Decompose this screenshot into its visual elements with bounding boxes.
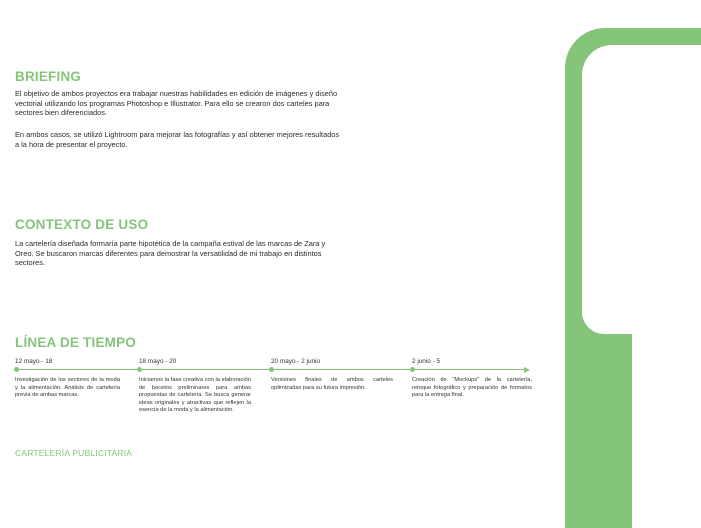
timeline-stage-4-description: Creación de "Mockups" de la cartelería, retoque fotográfico y preparación de formatos para la entrega final. bbox=[412, 377, 532, 399]
timeline bbox=[15, 356, 540, 436]
timeline-stage-1-description: Investigación de los sectores de la moda y la alimentación. Análisis de cartelería previa de ambas marcas. bbox=[15, 377, 120, 399]
context-paragraph: La cartelería diseñada formaría parte hipotética de la campaña estival de las marcas de Zara y Oreo. Se buscaron marcas diferentes para demostrar la versatilidad de mi trabajo en distintos sectores. bbox=[15, 239, 326, 268]
context-title: CONTEXTO DE USO bbox=[15, 217, 149, 232]
timeline-stage-2-description: Iniciamos la fase creativa con la elaboración de bocetos preliminares para ambas propuestas de cartelería. Se busca generar ideas originales y atractivas que reflejen la esencia de la moda y la alimentación. bbox=[139, 377, 251, 414]
timeline-stage-2-marker bbox=[137, 367, 142, 372]
timeline-stage-1-date: 12 mayo - 18 bbox=[15, 358, 53, 365]
timeline-stage-3-description: Versiones finales de ambos carteles optimizadas para su futura impresión. bbox=[271, 377, 393, 391]
timeline-stage-3-date: 20 mayo - 2 junio bbox=[271, 358, 321, 365]
timeline-arrow-head bbox=[524, 367, 530, 373]
briefing-paragraph-2: En ambos casos, se utilizó Lightroom para mejorar las fotografías y así obtener mejores resultados a la hora de presentar el proyecto. bbox=[15, 130, 340, 149]
footer-label: CARTELERÍA PUBLICITARIA bbox=[15, 448, 133, 458]
timeline-stage-4-date: 2 junio - 5 bbox=[412, 358, 441, 365]
decorative-frame-shape bbox=[565, 28, 701, 528]
timeline-stage-1-marker bbox=[14, 367, 19, 372]
timeline-stage-4-marker bbox=[410, 367, 415, 372]
timeline-stage-3-marker bbox=[269, 367, 274, 372]
briefing-paragraph-1: El objetivo de ambos proyectos era trabajar nuestras habilidades en edición de imágenes y diseño vectorial utilizando los programas Photoshop e Illustrator. Para ello se crearon dos carteles para sectores bien diferenciados. bbox=[15, 89, 338, 118]
timeline-stage-2-date: 18 mayo - 20 bbox=[139, 358, 177, 365]
timeline-title: LÍNEA DE TIEMPO bbox=[15, 335, 137, 350]
briefing-title: BRIEFING bbox=[15, 69, 82, 84]
